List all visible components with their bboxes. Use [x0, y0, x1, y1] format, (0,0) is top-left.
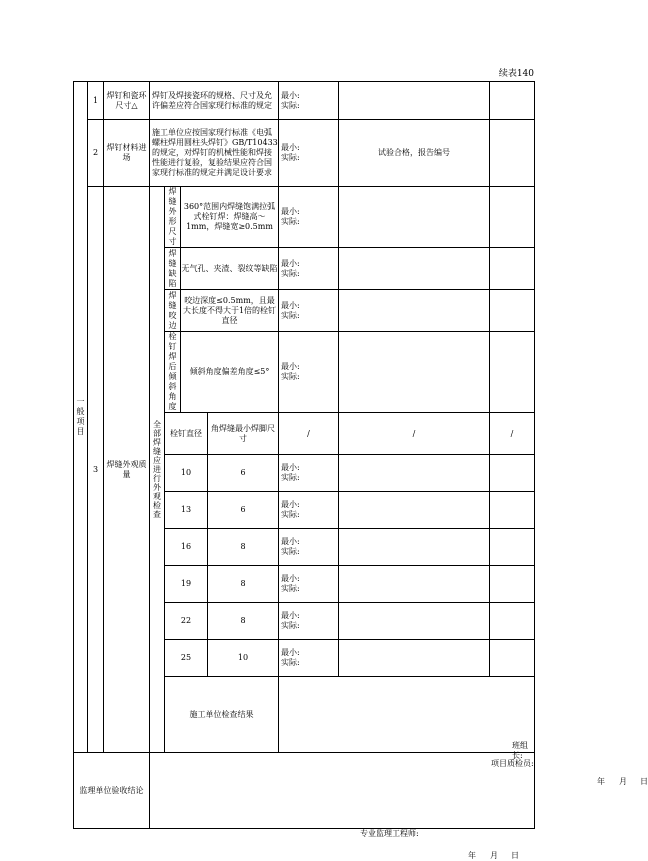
sub2-extra	[490, 248, 535, 290]
row1-num: 1	[88, 82, 104, 120]
stud-extra	[490, 529, 535, 566]
row1-item: 焊钉和瓷环尺寸△	[104, 82, 150, 120]
table-row-1	[74, 82, 535, 120]
stud-leg-header: 角焊缝最小焊脚尺寸	[208, 413, 279, 455]
stud-result	[339, 455, 490, 492]
stud-diameter: 25	[165, 640, 208, 677]
stud-result	[339, 492, 490, 529]
stud-result	[339, 566, 490, 603]
stud-minmax: 最小: 实际:	[279, 566, 339, 603]
stud-diameter-header: 栓钉直径	[165, 413, 208, 455]
sub2-name: 焊缝缺陷	[165, 248, 181, 290]
sub3-extra	[490, 290, 535, 332]
sub2-result	[339, 248, 490, 290]
table-row-2	[74, 120, 535, 187]
date-month: 月	[619, 776, 627, 786]
stud-leg: 10	[208, 640, 279, 677]
stud-minmax: 最小: 实际:	[279, 455, 339, 492]
stud-leg: 8	[208, 529, 279, 566]
stud-leg: 6	[208, 455, 279, 492]
stud-result	[339, 529, 490, 566]
stud-leg: 8	[208, 566, 279, 603]
row3-num: 3	[88, 187, 104, 753]
supervision-signature-area	[150, 753, 535, 860]
stud-leg: 8	[208, 603, 279, 640]
stud-extra	[490, 640, 535, 677]
stud-extra	[490, 603, 535, 640]
sub4-requirement: 倾斜角度偏差角度≤5°	[181, 332, 279, 413]
stud-minmax: 最小: 实际:	[279, 529, 339, 566]
stud-slash-1: /	[279, 413, 339, 455]
table-row-3-sub1	[74, 187, 535, 248]
date-year: 年	[597, 776, 605, 786]
sub1-extra	[490, 187, 535, 248]
sub1-name: 焊缝外形尺寸	[165, 187, 181, 248]
sub3-minmax: 最小: 实际:	[279, 290, 339, 332]
sub3-result	[339, 290, 490, 332]
sub4-extra	[490, 332, 535, 413]
sub2-minmax: 最小: 实际:	[279, 248, 339, 290]
supervising-engineer-label: 专业监理工程师:	[360, 828, 419, 838]
stud-diameter: 22	[165, 603, 208, 640]
sub3-name: 焊缝咬边	[165, 290, 181, 332]
row2-item: 焊钉材料进场	[104, 120, 150, 187]
row3-item: 焊缝外观质量	[104, 187, 150, 753]
stud-result	[339, 640, 490, 677]
sub3-requirement: 咬边深度≤0.5mm，且最大长度不得大于1倍的栓钉直径	[181, 290, 279, 332]
supervision-row	[74, 753, 535, 829]
stud-extra	[490, 492, 535, 529]
stud-extra	[490, 455, 535, 492]
sub1-minmax: 最小: 实际:	[279, 187, 339, 248]
stud-diameter: 13	[165, 492, 208, 529]
inspection-table	[73, 81, 648, 860]
stud-result	[339, 603, 490, 640]
continuation-label: 续表140	[498, 69, 534, 79]
stud-slash-2: /	[339, 413, 490, 455]
stud-diameter: 10	[165, 455, 208, 492]
general-items-cell: 一般项目	[74, 82, 88, 753]
team-leader-label: 班组长:	[512, 740, 528, 760]
sub4-result	[339, 332, 490, 413]
date-day: 日	[511, 850, 519, 860]
stud-diameter: 16	[165, 529, 208, 566]
row2-result: 试验合格，报告编号	[339, 120, 490, 187]
row1-extra	[490, 82, 535, 120]
quality-inspector-label: 项目质检员:	[491, 758, 534, 768]
stud-minmax: 最小: 实际:	[279, 640, 339, 677]
row2-minmax: 最小: 实际:	[279, 120, 339, 187]
row3-scope: 全部焊缝应进行外观检查	[150, 187, 165, 753]
date-day: 日	[640, 776, 648, 786]
date-month: 月	[490, 850, 498, 860]
stud-diameter: 19	[165, 566, 208, 603]
sub1-result	[339, 187, 490, 248]
stud-slash-3: /	[490, 413, 535, 455]
stud-minmax: 最小: 实际:	[279, 492, 339, 529]
row1-minmax: 最小: 实际:	[279, 82, 339, 120]
sub2-requirement: 无气孔、夹渣、裂纹等缺陷	[181, 248, 279, 290]
supervision-label: 监理单位验收结论	[74, 753, 150, 829]
sub4-name: 栓钉焊后倾斜角度	[165, 332, 181, 413]
row1-requirement: 焊钉及焊接瓷环的规格、尺寸及允许偏差应符合国家现行标准的规定	[150, 82, 279, 120]
stud-minmax: 最小: 实际:	[279, 603, 339, 640]
row2-num: 2	[88, 120, 104, 187]
stud-leg: 6	[208, 492, 279, 529]
construction-signature-area	[279, 677, 648, 786]
row2-extra	[490, 120, 535, 187]
row1-result	[339, 82, 490, 120]
date-year: 年	[468, 850, 476, 860]
construction-check-label: 施工单位检查结果	[165, 677, 279, 753]
sub4-minmax: 最小: 实际:	[279, 332, 339, 413]
sub1-requirement: 360°范围内焊缝饱满拉弧式栓钉焊：焊缝高〜1mm，焊缝宽≥0.5mm	[181, 187, 279, 248]
stud-extra	[490, 566, 535, 603]
row2-requirement: 施工单位应按国家现行标准《电弧螺柱焊用圆柱头焊钉》GB/T10433的规定，对焊钉的机械性能和焊接性能进行复验，复验结果应符合国家现行标准的规定并满足设计要求	[150, 120, 279, 187]
